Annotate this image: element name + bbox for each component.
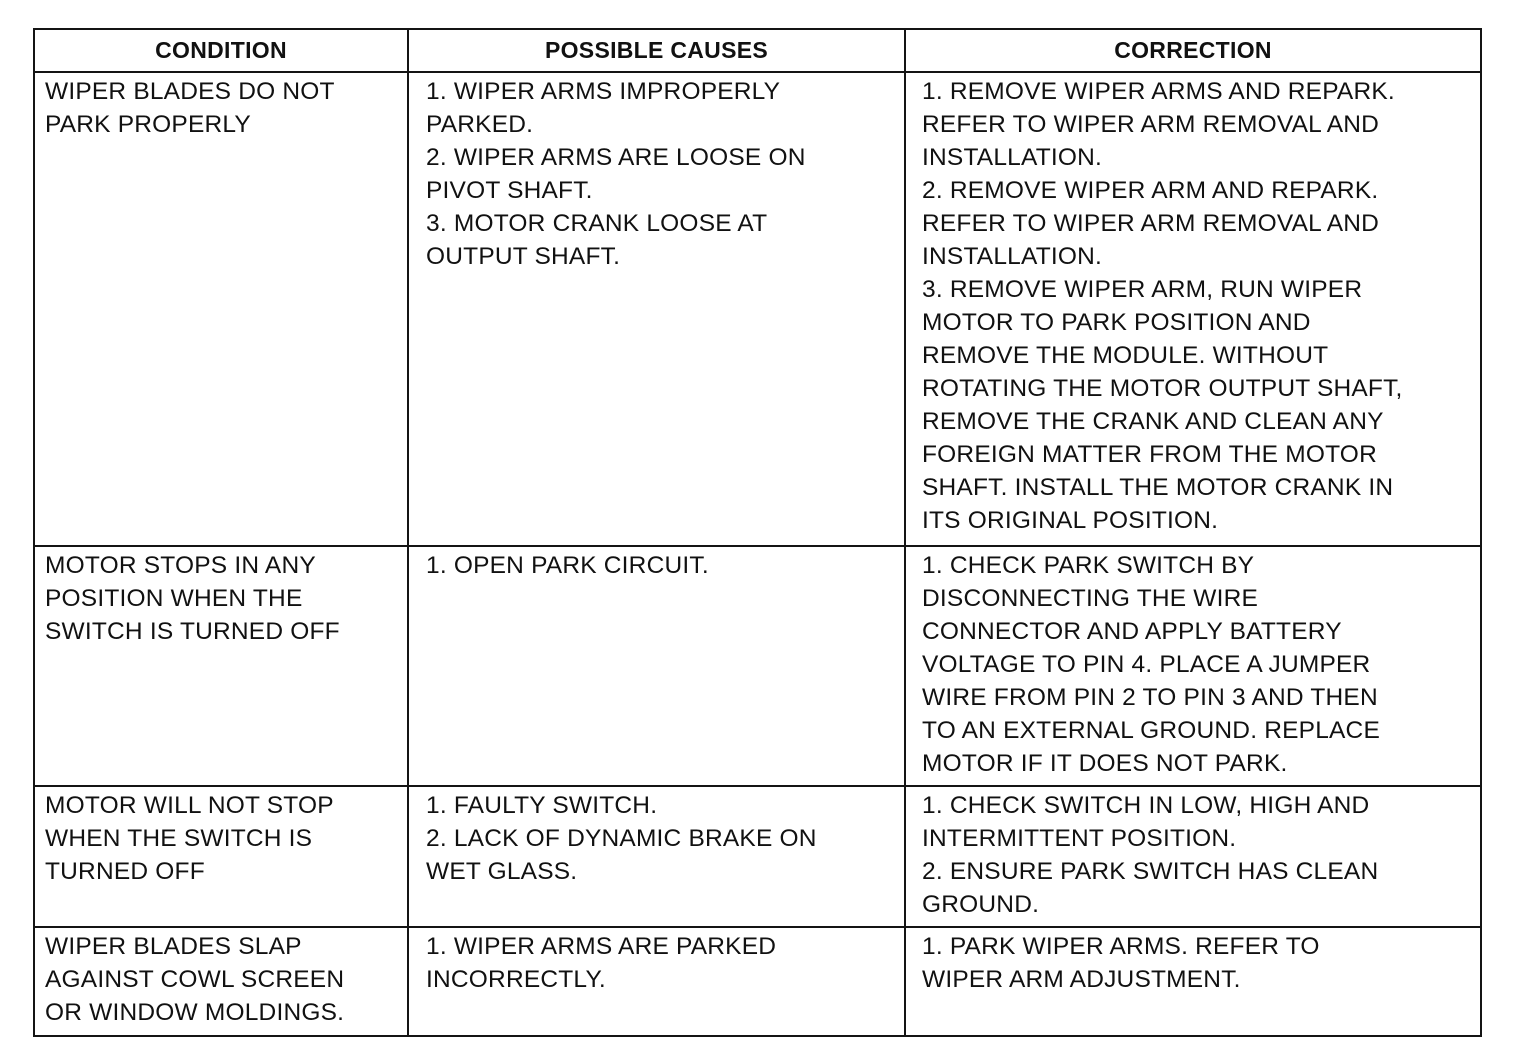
cause-line: OUTPUT SHAFT. <box>426 243 621 270</box>
correction-cell <box>905 546 1481 786</box>
correction-cell <box>905 72 1481 546</box>
condition-line: AGAINST COWL SCREEN <box>45 966 345 993</box>
header-condition: CONDITION <box>34 29 408 72</box>
correction-line: MOTOR TO PARK POSITION AND <box>922 309 1311 336</box>
table-row <box>34 72 1481 546</box>
table-row <box>34 786 1481 927</box>
correction-line: CONNECTOR AND APPLY BATTERY <box>922 618 1342 645</box>
header-correction: CORRECTION <box>905 29 1481 72</box>
correction-cell <box>905 927 1481 1036</box>
cause-line: PARKED. <box>426 111 534 138</box>
causes-cell <box>408 546 905 786</box>
correction-line: ITS ORIGINAL POSITION. <box>922 507 1219 534</box>
condition-line: WIPER BLADES SLAP <box>45 933 302 960</box>
correction-line: GROUND. <box>922 891 1040 918</box>
correction-line: REMOVE THE CRANK AND CLEAN ANY <box>922 408 1384 435</box>
correction-line: REMOVE THE MODULE. WITHOUT <box>922 342 1329 369</box>
correction-line: 1. PARK WIPER ARMS. REFER TO <box>922 933 1320 960</box>
condition-cell <box>34 546 408 786</box>
correction-line: ROTATING THE MOTOR OUTPUT SHAFT, <box>922 375 1403 402</box>
correction-line: 1. CHECK SWITCH IN LOW, HIGH AND <box>922 792 1370 819</box>
condition-line: TURNED OFF <box>45 858 205 885</box>
cause-line: 1. OPEN PARK CIRCUIT. <box>426 552 709 579</box>
cause-line: 3. MOTOR CRANK LOOSE AT <box>426 210 768 237</box>
condition-line: WHEN THE SWITCH IS <box>45 825 313 852</box>
correction-line: SHAFT. INSTALL THE MOTOR CRANK IN <box>922 474 1394 501</box>
table-row <box>34 927 1481 1036</box>
correction-line: 1. REMOVE WIPER ARMS AND REPARK. <box>922 78 1395 105</box>
condition-line: WIPER BLADES DO NOT <box>45 78 335 105</box>
table-row <box>34 546 1481 786</box>
correction-line: INTERMITTENT POSITION. <box>922 825 1237 852</box>
correction-line: MOTOR IF IT DOES NOT PARK. <box>922 750 1288 777</box>
correction-line: REFER TO WIPER ARM REMOVAL AND <box>922 111 1380 138</box>
correction-line: TO AN EXTERNAL GROUND. REPLACE <box>922 717 1380 744</box>
cause-line: INCORRECTLY. <box>426 966 606 993</box>
correction-line: FOREIGN MATTER FROM THE MOTOR <box>922 441 1377 468</box>
correction-line: WIPER ARM ADJUSTMENT. <box>922 966 1241 993</box>
diagnosis-table <box>33 28 1482 1037</box>
cause-line: PIVOT SHAFT. <box>426 177 593 204</box>
cause-line: WET GLASS. <box>426 858 578 885</box>
condition-cell <box>34 786 408 927</box>
cause-line: 2. WIPER ARMS ARE LOOSE ON <box>426 144 806 171</box>
condition-line: MOTOR STOPS IN ANY <box>45 552 316 579</box>
header-row <box>34 29 1481 72</box>
condition-line: PARK PROPERLY <box>45 111 251 138</box>
correction-line: VOLTAGE TO PIN 4. PLACE A JUMPER <box>922 651 1371 678</box>
header-possible-causes: POSSIBLE CAUSES <box>408 29 905 72</box>
correction-line: 2. ENSURE PARK SWITCH HAS CLEAN <box>922 858 1379 885</box>
cause-line: 1. WIPER ARMS ARE PARKED <box>426 933 777 960</box>
condition-line: OR WINDOW MOLDINGS. <box>45 999 345 1026</box>
correction-line: 3. REMOVE WIPER ARM, RUN WIPER <box>922 276 1363 303</box>
cause-line: 1. WIPER ARMS IMPROPERLY <box>426 78 781 105</box>
cause-line: 1. FAULTY SWITCH. <box>426 792 658 819</box>
correction-line: INSTALLATION. <box>922 144 1103 171</box>
correction-line: REFER TO WIPER ARM REMOVAL AND <box>922 210 1380 237</box>
condition-line: SWITCH IS TURNED OFF <box>45 618 340 645</box>
correction-line: INSTALLATION. <box>922 243 1103 270</box>
causes-cell <box>408 72 905 546</box>
condition-cell <box>34 927 408 1036</box>
correction-line: DISCONNECTING THE WIRE <box>922 585 1259 612</box>
correction-line: WIRE FROM PIN 2 TO PIN 3 AND THEN <box>922 684 1378 711</box>
condition-cell <box>34 72 408 546</box>
correction-line: 1. CHECK PARK SWITCH BY <box>922 552 1255 579</box>
causes-cell <box>408 927 905 1036</box>
condition-line: MOTOR WILL NOT STOP <box>45 792 334 819</box>
cause-line: 2. LACK OF DYNAMIC BRAKE ON <box>426 825 817 852</box>
correction-line: 2. REMOVE WIPER ARM AND REPARK. <box>922 177 1379 204</box>
condition-line: POSITION WHEN THE <box>45 585 303 612</box>
causes-cell <box>408 786 905 927</box>
correction-cell <box>905 786 1481 927</box>
